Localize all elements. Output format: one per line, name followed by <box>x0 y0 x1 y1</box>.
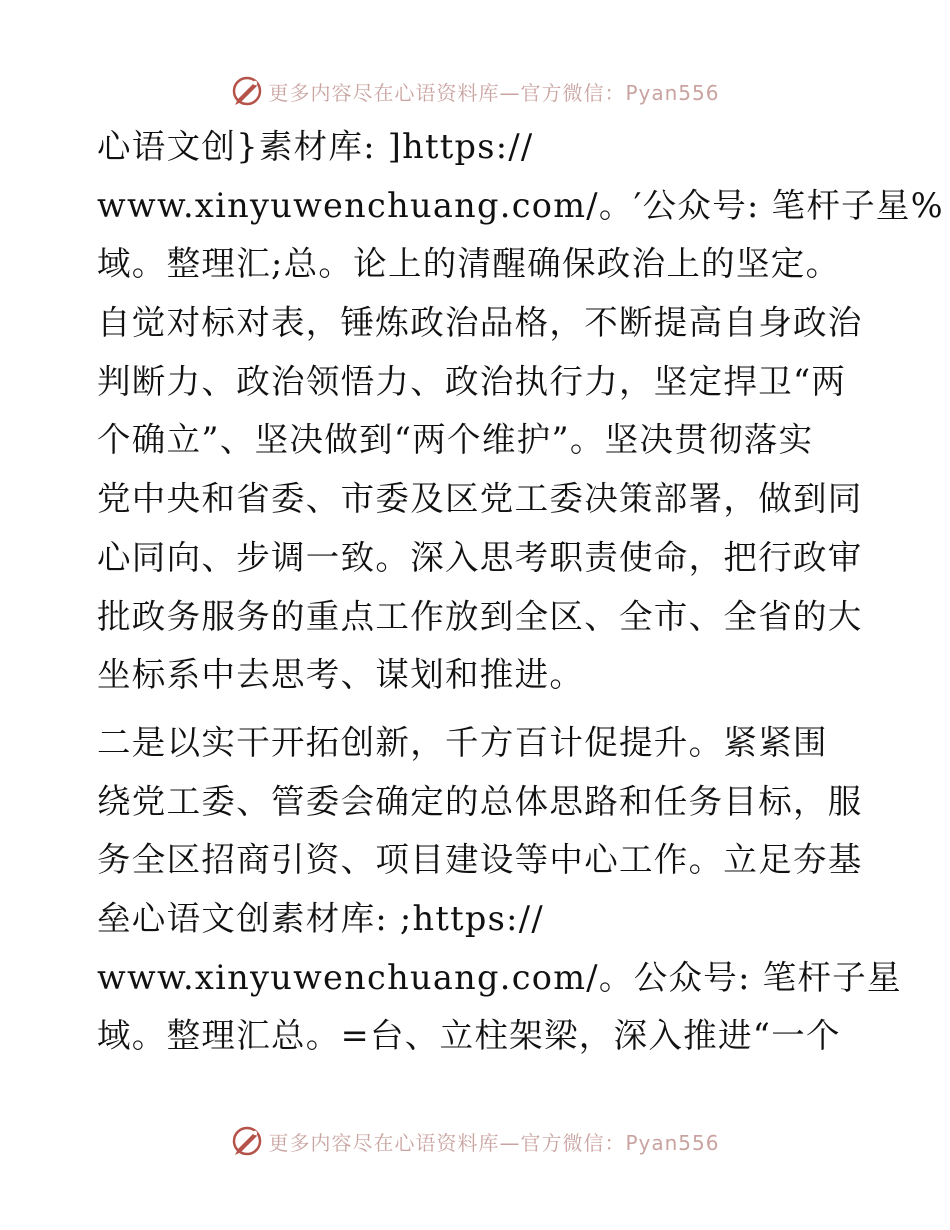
text-line: 垒心语文创素材库: ;https:// <box>97 898 544 938</box>
text-line: 判断力、政治领悟力、政治执行力，坚定捍卫“两 <box>97 361 847 401</box>
text-line: 个确立”、坚决做到“两个维护”。坚决贯彻落实 <box>97 420 814 460</box>
pen-circle-logo-icon <box>230 1124 264 1158</box>
text-line: 务全区招商引资、项目建设等中心工作。立足夯基 <box>97 840 863 880</box>
text-line: 二是以实干开拓创新，千方百计促提升。紧紧围 <box>97 722 828 762</box>
header-watermark <box>0 71 950 111</box>
text-line: 绕党工委、管委会确定的总体思路和任务目标，服 <box>97 781 863 821</box>
text-line: 心语文创}素材库: ]https:// <box>97 127 534 166</box>
text-line: www.xinyuwenchuang.com/。公众号: 笔杆子星 <box>97 957 902 997</box>
text-line: 域。整理汇总。=台、立柱架梁，深入推进“一个 <box>97 1016 841 1056</box>
footer-watermark-text: 更多内容尽在心语资料库—官方微信：Pyan556 <box>268 1130 720 1155</box>
header-watermark-text: 更多内容尽在心语资料库—官方微信：Pyan556 <box>268 80 720 105</box>
text-line: 坐标系中去思考、谋划和推进。 <box>97 655 585 695</box>
text-line: 心同向、步调一致。深入思考职责使命，把行政审 <box>97 537 863 577</box>
pen-circle-logo-icon <box>230 74 264 108</box>
text-line: 自觉对标对表，锤炼政治品格，不断提高自身政治 <box>97 303 863 343</box>
paragraph-gap <box>97 705 857 714</box>
text-line: 域。整理汇;总。论上的清醒确保政治上的坚定。 <box>97 244 841 284</box>
text-line: 党中央和省委、市委及区党工委决策部署，做到同 <box>97 479 863 519</box>
paragraph-1 <box>97 118 944 705</box>
text-line: www.xinyuwenchuang.com/。′公众号: 笔杆子星% <box>97 185 944 225</box>
document-body <box>97 118 944 1066</box>
paragraph-2 <box>97 714 902 1066</box>
footer-watermark <box>0 1121 950 1161</box>
text-line: 批政务服务的重点工作放到全区、全市、全省的大 <box>97 596 863 636</box>
